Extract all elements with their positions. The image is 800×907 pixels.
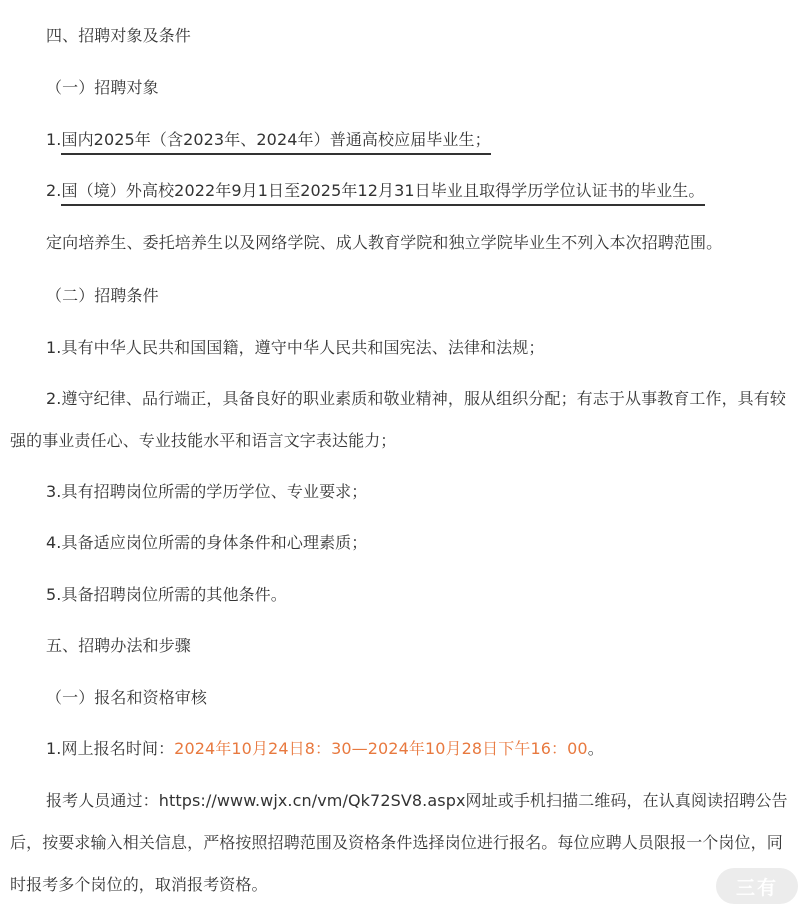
section-heading-5: 五、招聘办法和步骤 (46, 636, 191, 655)
watermark-text: 三有 (735, 876, 778, 899)
target-item-1-number: 1. (46, 130, 62, 149)
exclusion-note: 定向培养生、委托培养生以及网络学院、成人教育学院和独立学院毕业生不列入本次招聘范围。 (46, 233, 723, 252)
registration-time-label: 1.网上报名时间： (46, 739, 175, 758)
subsection-heading-registration: （一）报名和资格审核 (46, 688, 208, 707)
registration-instructions: 报考人员通过：https://www.wjx.cn/vm/Qk72SV8.aspx网址或手机扫描二维码，在认真阅读招聘公告后，按要求输入相关信息，严格按照招聘范围及资格条件选择岗位进行报名。每位应聘人员限报一个岗位，同时报考多个岗位的，取消报考资格。 (10, 791, 788, 894)
watermark-logo (716, 868, 798, 904)
registration-time (46, 739, 604, 759)
registration-time-end: 。 (587, 739, 604, 758)
subsection-heading-recruitment-target: （一）招聘对象 (46, 78, 159, 97)
target-item-1 (46, 130, 491, 155)
condition-5: 5.具备招聘岗位所需的其他条件。 (46, 585, 287, 604)
target-item-1-text: 国内2025年（含2023年、2024年）普通高校应届毕业生； (61, 130, 490, 155)
section-heading-4: 四、招聘对象及条件 (46, 26, 191, 45)
condition-1: 1.具有中华人民共和国国籍，遵守中华人民共和国宪法、法律和法规； (46, 338, 545, 357)
condition-3: 3.具有招聘岗位所需的学历学位、专业要求； (46, 482, 368, 501)
registration-time-value: 2024年10月24日8：30—2024年10月28日下午16：00 (174, 739, 588, 758)
condition-4: 4.具备适应岗位所需的身体条件和心理素质； (46, 533, 368, 552)
target-item-2-number: 2. (46, 181, 62, 200)
target-item-2 (46, 181, 705, 206)
target-item-2-text: 国（境）外高校2022年9月1日至2025年12月31日毕业且取得学历学位认证书的毕业生。 (61, 181, 704, 206)
subsection-heading-conditions: （二）招聘条件 (46, 286, 159, 305)
condition-2: 2.遵守纪律、品行端正，具备良好的职业素质和敬业精神，服从组织分配；有志于从事教育工作，具有较强的事业责任心、专业技能水平和语言文字表达能力； (10, 389, 786, 450)
